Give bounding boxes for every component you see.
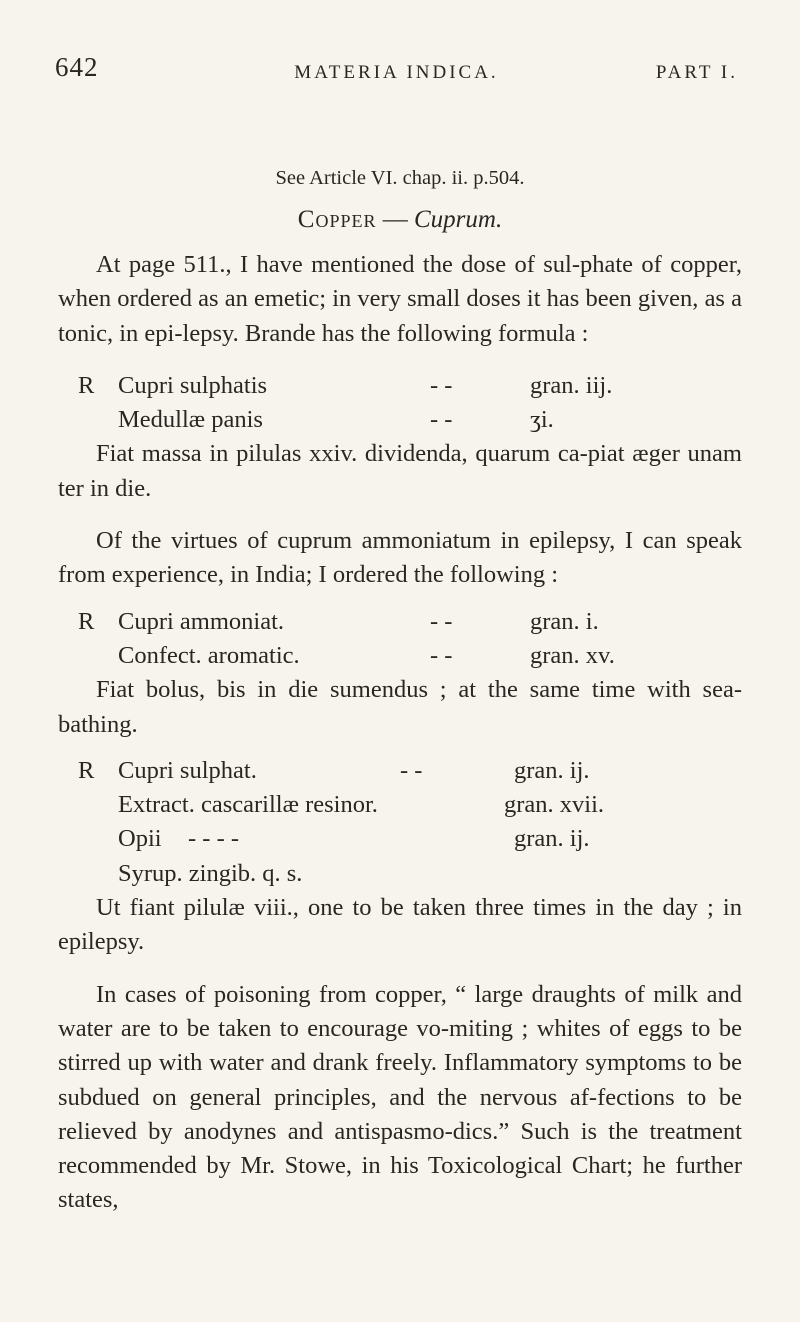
spacer — [58, 960, 742, 978]
prescription-1 — [58, 369, 742, 438]
recipe-symbol — [58, 639, 118, 673]
recipe-symbol — [58, 788, 118, 822]
section-heading-dash: — — [376, 206, 414, 233]
paragraph-3: Of the virtues of cuprum ammoniatum in epilepsy, I can speak from experience, in India; I ordered the following : — [58, 527, 742, 589]
recipe-symbol: R — [78, 371, 95, 399]
ingredient-name: Cupri ammoniat. — [118, 607, 285, 635]
ingredient-name: Cupri sulphat. — [118, 756, 257, 784]
prescription-row — [58, 754, 742, 788]
prescription-3 — [58, 754, 742, 891]
paragraph-1: At page 511., I have mentioned the dose of sul-phate of copper, when ordered as an emetic; in very small doses it has been given, as a tonic, in epi-lepsy. Brande has the following formula : — [58, 251, 742, 347]
spacer — [58, 742, 742, 754]
ingredient-quantity: ʒi. — [530, 406, 554, 434]
prescription-2 — [58, 605, 742, 674]
ingredient-quantity: gran. ij. — [514, 825, 590, 853]
section-heading-roman: Copper — [297, 206, 377, 233]
ingredient-name: Confect. aromatic. — [118, 641, 300, 669]
paragraph-2: Fiat massa in pilulas xxiv. dividenda, quarum ca-piat æger unam ter in die. — [58, 440, 742, 502]
spacer — [58, 506, 742, 524]
ingredient-name: Syrup. zingib. q. s. — [118, 859, 303, 887]
ingredient-quantity: gran. ij. — [514, 756, 590, 784]
leader-dashes: - - — [430, 406, 453, 434]
leader-dashes: - - — [430, 607, 453, 635]
ingredient-name: Opii — [118, 825, 162, 853]
recipe-symbol — [58, 857, 118, 891]
recipe-symbol: R — [78, 756, 95, 784]
page-header — [55, 52, 738, 92]
prescription-row — [58, 822, 742, 856]
recipe-symbol — [58, 403, 118, 437]
section-heading — [58, 200, 742, 248]
paragraph-4: Fiat bolus, bis in die sumendus ; at the same time with sea-bathing. — [58, 676, 742, 738]
leader-dashes: - - — [430, 371, 453, 399]
spacer — [58, 593, 742, 605]
ingredient-name: Extract. cascarillæ resinor. — [118, 791, 378, 819]
leader-dashes: - - — [430, 641, 453, 669]
leader-dashes: - - — [400, 756, 423, 784]
prescription-row — [58, 788, 742, 822]
leader-dashes: - - - - — [188, 825, 240, 853]
ingredient-name: Cupri sulphatis — [118, 371, 268, 399]
prescription-row — [58, 857, 742, 891]
recipe-symbol: R — [78, 607, 95, 635]
prescription-row — [58, 369, 742, 403]
ingredient-quantity: gran. xvii. — [504, 791, 605, 819]
ingredient-quantity: gran. xv. — [530, 641, 615, 669]
prescription-row — [58, 639, 742, 673]
ingredient-quantity: gran. iij. — [530, 371, 613, 399]
page-body — [58, 160, 742, 1218]
prescription-row — [58, 605, 742, 639]
ingredient-name: Medullæ panis — [118, 406, 263, 434]
paragraph-5: Ut fiant pilulæ viii., one to be taken three times in the day ; in epilepsy. — [58, 894, 742, 956]
spacer — [58, 351, 742, 369]
ingredient-quantity: gran. i. — [530, 607, 599, 635]
paragraph-6: In cases of poisoning from copper, “ large draughts of milk and water are to be taken to encourage vo-miting ; whites of eggs to be stirred up with water and drank freely. Inflammatory symptoms to be subdued on general principles, and the nervous af-fections to be relieved by anodynes and antispasmo-dics.” Such is the treatment recommended by Mr. Stowe, in his Toxicological Chart; he further states, — [58, 980, 742, 1214]
cross-reference: See Article VI. chap. ii. p.504. — [275, 167, 525, 189]
prescription-row — [58, 403, 742, 437]
running-title: MATERIA INDICA. — [294, 62, 499, 83]
page-number: 642 — [55, 52, 99, 82]
part-label: PART I. — [655, 62, 738, 83]
section-heading-italic: Cuprum. — [413, 206, 503, 233]
recipe-symbol — [58, 822, 118, 856]
